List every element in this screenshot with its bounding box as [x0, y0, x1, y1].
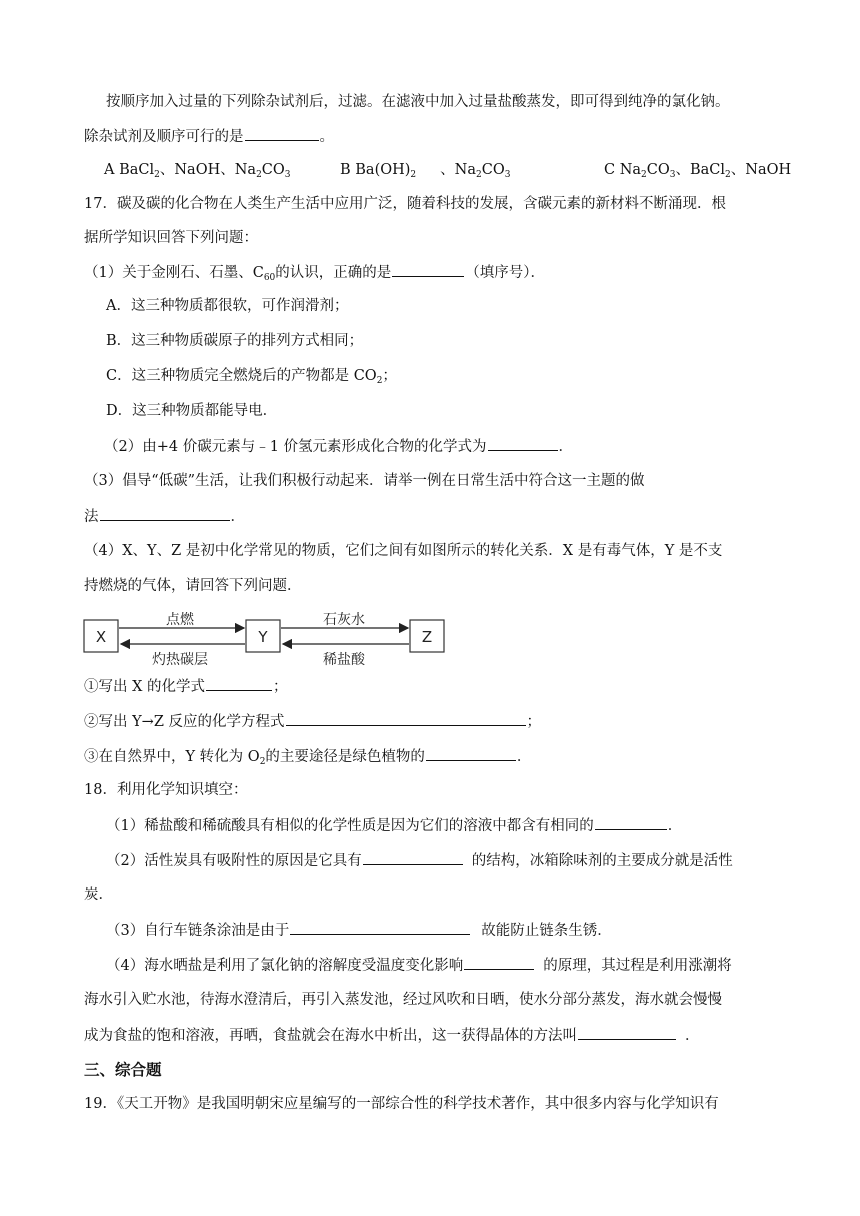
q18-part3-blank[interactable] [290, 920, 470, 935]
q18-intro: 18．利用化学知识填空： [84, 782, 248, 798]
q17-part2-blank[interactable] [488, 436, 558, 451]
q16-text-line2 [84, 126, 334, 147]
q18-part4-line2: 海水引入贮水池，待海水澄清后，再引入蒸发池，经过风吹和日晒，使水分部分蒸发，海水就会慢慢 [84, 992, 722, 1008]
q17-option-c: C．这三种物质完全燃烧后的产物都是 $CO_2$； [106, 368, 397, 386]
q17-part1-blank[interactable] [392, 262, 464, 277]
q16-option-a: A BaCl$_2$、NaOH、$Na_2CO_3$ [104, 162, 291, 180]
q16-text-line1: 按顺序加入过量的下列除杂试剂后，过滤。在滤液中加入过量盐酸蒸发，即可得到纯净的氯化钠。 [106, 94, 730, 110]
q17-sub1: ①写出 X 的化学式 ； [84, 676, 288, 697]
q18-part2-blank[interactable] [363, 850, 463, 865]
q17-part1: （1）关于金刚石、石墨、$C_{60}$的认识，正确的是 （填序号）． [84, 262, 545, 283]
arrow2-top-label: 石灰水 [323, 612, 365, 628]
q17-part2: （2）由+4 价碳元素与﹣1 价氢元素形成化合物的化学式为 ． [104, 436, 573, 457]
q17-part3-line2: 法 ． [84, 506, 245, 527]
q16-option-b: B $Ba(OH)_2$ 、$Na_2CO_3$ [340, 162, 511, 180]
q17-part3-blank[interactable] [100, 506, 230, 521]
arrow1-top-label: 点燃 [166, 612, 194, 628]
q18-part4-blank1[interactable] [464, 955, 534, 970]
q16-answer-blank[interactable] [245, 126, 319, 141]
label-x: X [95, 628, 107, 646]
q17-sub2-blank[interactable] [286, 711, 526, 726]
q17-part4-line1: （4）X、Y、Z 是初中化学常见的物质，它们之间有如图所示的转化关系．X 是有毒气体，Y 是不支 [84, 543, 723, 559]
q16-option-c: C $Na_2CO_3$、BaCl$_2$、NaOH [604, 162, 792, 180]
q18-part4-blank2[interactable] [578, 1025, 676, 1040]
q17-option-a: A．这三种物质都很软，可作润滑剂； [106, 298, 349, 314]
q17-sub2: ②写出 Y→Z 反应的化学方程式 ； [84, 711, 541, 732]
label-y: Y [258, 628, 268, 646]
q17-intro-line2: 据所学知识回答下列问题： [84, 230, 258, 246]
q16-period: 。 [319, 129, 334, 145]
q17-part4-line2: 持燃烧的气体，请回答下列问题． [84, 578, 302, 594]
q17-sub1-blank[interactable] [206, 676, 272, 691]
conversion-diagram [82, 612, 452, 668]
label-z: Z [421, 628, 433, 646]
q17-intro-line1: 17．碳及碳的化合物在人类生产生活中应用广泛，随着科技的发展，含碳元素的新材料不断涌现．根 [84, 196, 726, 212]
q17-sub3-blank[interactable] [426, 746, 516, 761]
q19-line1: 19．《天工开物》是我国明朝宋应星编写的一部综合性的科学技术著作，其中很多内容与化学知识有 [84, 1096, 719, 1112]
q18-part4-line3: 成为食盐的饱和溶液，再晒，食盐就会在海水中析出，这一获得晶体的方法叫 ． [84, 1025, 700, 1046]
q18-part1: （1）稀盐酸和稀硫酸具有相似的化学性质是因为它们的溶液中都含有相同的 ． [106, 815, 682, 836]
q17-option-b: B．这三种物质碳原子的排列方式相同； [106, 333, 364, 349]
section-heading: 三、综合题 [84, 1061, 162, 1079]
q17-option-d: D．这三种物质都能导电． [106, 403, 278, 419]
q18-part3: （3）自行车链条涂油是由于 故能防止链条生锈． [106, 920, 612, 941]
q17-part3-line1: （3）倡导“低碳”生活，让我们积极行动起来．请举一例在日常生活中符合这一主题的做 [84, 473, 645, 489]
q16-prompt: 除杂试剂及顺序可行的是 [84, 129, 244, 145]
q18-part2: （2）活性炭具有吸附性的原因是它具有 的结构，冰箱除味剂的主要成分就是活性 [106, 850, 733, 871]
q18-part2-line2: 炭． [84, 887, 113, 903]
q18-part4-line1: （4）海水晒盐是利用了氯化钠的溶解度受温度变化影响 的原理，其过程是利用涨潮将 [106, 955, 732, 976]
q17-sub3: ③在自然界中，Y 转化为 $O_2$的主要途径是绿色植物的 ． [84, 746, 531, 767]
arrow2-bottom-label: 稀盐酸 [323, 652, 365, 668]
arrow1-bottom-label: 灼热碳层 [152, 652, 208, 668]
q18-part1-blank[interactable] [595, 815, 667, 830]
